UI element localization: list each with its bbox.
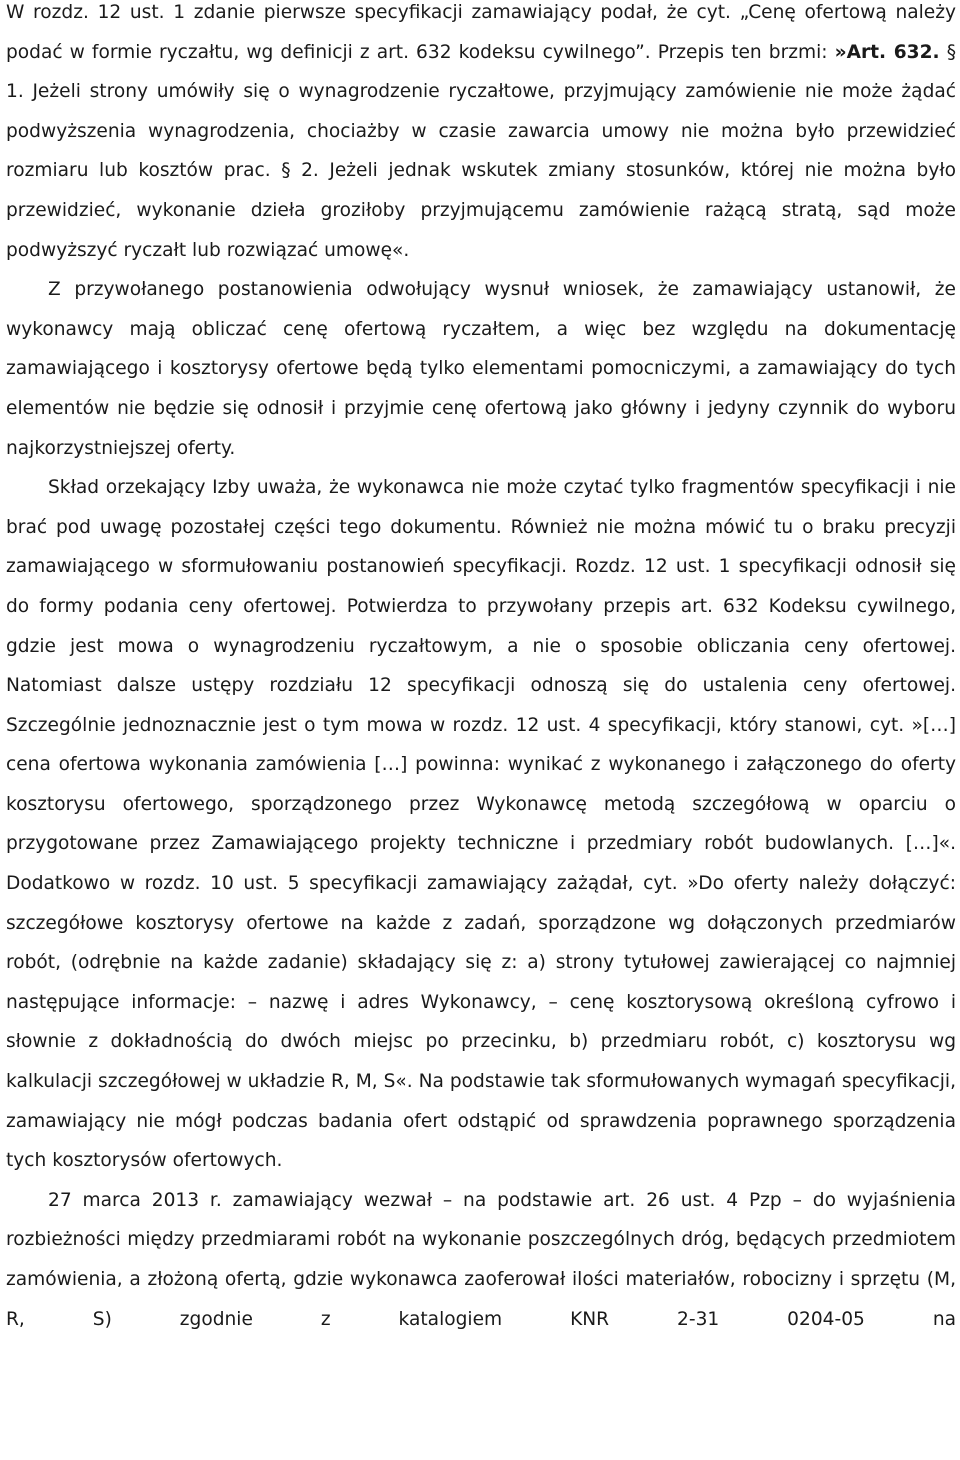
paragraph-chamber-assessment: Skład orzekający Izby uważa, że wykonawca nie może czytać tylko fragmentów specyfikacji i nie brać pod uwagę pozostałej części tego dokumentu. Również nie można mówić tu o braku precyzji zamawiającego w sformułowaniu postanowień specyfikacji. Rozdz. 12 ust. 1 specyfikacji odnosił się do formy podania ceny ofertowej. Potwierdza to przywołany przepis art. 632 Kodeksu cywilnego, gdzie jest mowa o wynagrodzeniu ryczałtowym, a nie o sposobie obliczania ceny ofertowej. Natomiast dalsze ustępy rozdziału 12 specyfikacji odnoszą się do ustalenia ceny ofertowej. Szczególnie jednoznacznie jest o tym mowa w rozdz. 12 ust. 4 specyfikacji, który stanowi, cyt. »[…] cena ofertowa wykonania zamówienia […] powinna: wynikać z wykonanego i załączonego do oferty kosztorysu ofertowego, sporządzonego przez Wykonawcę metodą szczegółową w oparciu o przygotowane przez Zamawiającego projekty techniczne i przedmiary robót budowlanych. […]«. Dodatkowo w rozdz. 10 ust. 5 specyfikacji zamawiający zażądał, cyt. »Do oferty należy dołączyć: szczegółowe kosztorysy ofertowe na każde z zadań, sporządzone wg dołączonych przedmiarów robót, (odrębnie na każde zadanie) składający się z: a) strony tytułowej zawierającej co najmniej następujące informacje: – nazwę i adres Wykonawcy, – cenę kosztorysową określoną cyfrowo i słownie z dokładnością do dwóch miejsc po przecinku, b) przedmiaru robót, c) kosztorysu wg kalkulacji szczegółowej w układzie R, M, S«. Na podstawie tak sformułowanych wymagań specyfikacji, zamawiający nie mógł podczas badania ofert odstąpić od sprawdzenia poprawnego sporządzenia tych kosztorysów ofertowych. xyxy=(6,477,956,1172)
paragraph-clarification-request: 27 marca 2013 r. zamawiający wezwał – na podstawie art. 26 ust. 4 Pzp – do wyjaśnienia rozbieżności między przedmiarami robót na wykonanie poszczególnych dróg, będących przedmiotem zamówienia, a złożoną ofertą, gdzie wykonawca zaoferował ilości materiałów, robocizny i sprzętu (M, R, S) zgodnie z katalogiem KNR 2-31 0204-05 na xyxy=(6,1189,956,1330)
paragraph-appellant-conclusion: Z przywołanego postanowienia odwołujący wysnuł wniosek, że zamawiający ustanowił, że wykonawcy mają obliczać cenę ofertową ryczałtem, a więc bez względu na dokumentację zamawiającego i kosztorysy ofertowe będą tylko elementami pomocniczymi, a zamawiający do tych elementów nie będzie się odnosił i przyjmie cenę ofertową jako główny i jedyny czynnik do wyboru najkorzystniejszej oferty. xyxy=(6,279,956,459)
paragraph-text: § 1. Jeżeli strony umówiły się o wynagrodzenie ryczałtowe, przyjmujący zamówienie nie może żądać podwyższenia wynagrodzenia, chociażby w czasie zawarcia umowy nie można było przewidzieć rozmiaru lub kosztów prac. § 2. Jeżeli jednak wskutek zmiany stosunków, której nie można było przewidzieć, wykonanie dzieła groziłoby przyjmującemu zamówienie rażącą stratą, sąd może podwyższyć ryczałt lub rozwiązać umowę«. xyxy=(6,41,956,261)
document-page xyxy=(6,0,956,1339)
article-reference: »Art. 632. xyxy=(834,41,940,63)
paragraph-specification-quote xyxy=(6,0,956,270)
paragraph-text: W rozdz. 12 ust. 1 zdanie pierwsze specyfikacji zamawiający podał, że cyt. „Cenę ofertową należy podać w formie ryczałtu, wg definicji z art. 632 kodeksu cywilnego”. Przepis ten brzmi: xyxy=(6,2,956,63)
